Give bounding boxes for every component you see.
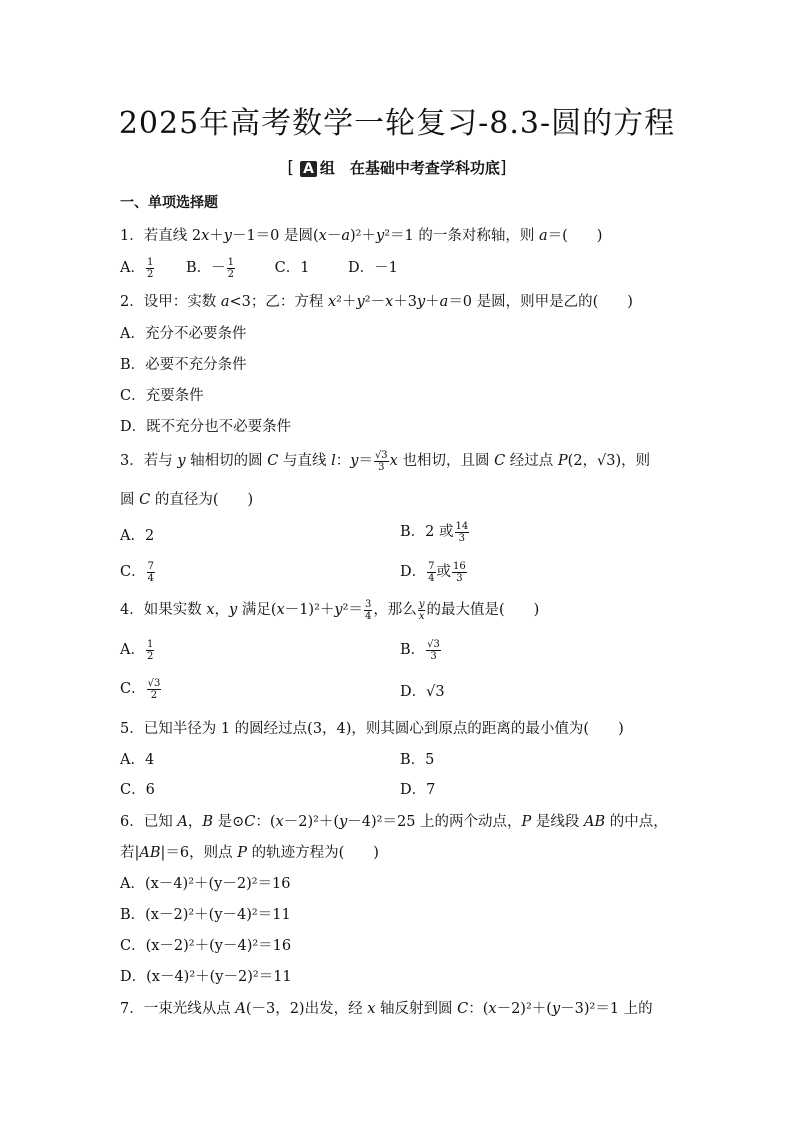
q5-stem: 5．已知半径为 1 的圆经过点(3，4)，则其圆心到原点的距离的最小值为( ) [120,721,624,737]
q1-option-c: C．1 [274,260,310,276]
q3-stem-line2: 圆 C 的直径为( ) [120,492,254,508]
q2-option-a: A．充分不必要条件 [120,326,247,342]
q6-option-a: A．(x－4)²＋(y－2)²＝16 [120,876,291,892]
q2-option-c: C．充要条件 [120,388,204,404]
q4-option-c: C． $\frac{√3}{2}$ [120,677,161,701]
q1-options [120,256,398,280]
q4-stem: 4．如果实数 x，y 满足(x－1)²＋y²＝ $\frac{3}{4}$ ，那么 $\frac{y}{x}$ 的最大值是( ) [120,598,540,622]
q6-option-c: C．(x－2)²＋(y－4)²＝16 [120,938,292,954]
q2-stem: 2．设甲：实数 a<3；乙：方程 x²＋y²－x＋3y＋a＝0 是圆，则甲是乙的( ) [120,294,633,310]
page-title: 2025年高考数学一轮复习-8.3-圆的方程 [118,106,676,141]
q1-option-b: B．－ $\frac{1}{2}$ [185,256,234,280]
q5-option-c: C．6 [120,782,155,798]
q6-stem-line2: 若|AB|＝6，则点 P 的轨迹方程为( ) [120,845,379,861]
q7-stem: 7．一束光线从点 A(－3，2)出发，经 x 轴反射到圆 C：(x－2)²＋(y－3)²＝1 上的 [120,1001,653,1017]
section-heading: 一、单项选择题 [120,195,218,211]
q4-option-a: A． $\frac{1}{2}$ [120,638,154,662]
q6-option-b: B．(x－2)²＋(y－4)²＝11 [120,907,291,923]
q4-option-d: D．√3 [400,684,445,700]
group-heading: [ A 组 在基础中考查学科功底] [287,158,507,178]
q1-option-a: A． $\frac{1}{2}$ [120,256,154,280]
q6-option-d: D．(x－4)²＋(y－2)²＝11 [120,969,292,985]
q4-option-b: B． $\frac{√3}{3}$ [400,638,440,662]
q1-option-d: D．－1 [348,260,398,276]
q2-option-b: B．必要不充分条件 [120,357,247,373]
q1-stem: 1．若直线 2x＋y－1＝0 是圆(x－a)²＋y²＝1 的一条对称轴，则 a＝( ) [120,228,603,244]
q3-option-b: B．2 或 $\frac{14}{3}$ [400,520,469,544]
q3-option-a: A．2 [120,528,155,544]
q5-option-a: A．4 [120,752,155,768]
group-a-icon: A [300,161,317,177]
q5-option-b: B．5 [400,752,435,768]
q3-option-d: D． $\frac{7}{4}$ 或 $\frac{16}{3}$ [400,560,466,584]
q5-option-d: D．7 [400,782,436,798]
q3-stem: 3．若与 y 轴相切的圆 C 与直线 l：y＝ $\frac{√3}{3}$ x 也相切，且圆 C 经过点 P(2，√3)，则 [120,449,651,473]
q3-option-c: C． $\frac{7}{4}$ [120,560,154,584]
q2-option-d: D．既不充分也不必要条件 [120,419,292,435]
q6-stem: 6．已知 A，B 是⊙C：(x－2)²＋(y－4)²＝25 上的两个动点，P 是线段 AB 的中点， [120,814,668,830]
